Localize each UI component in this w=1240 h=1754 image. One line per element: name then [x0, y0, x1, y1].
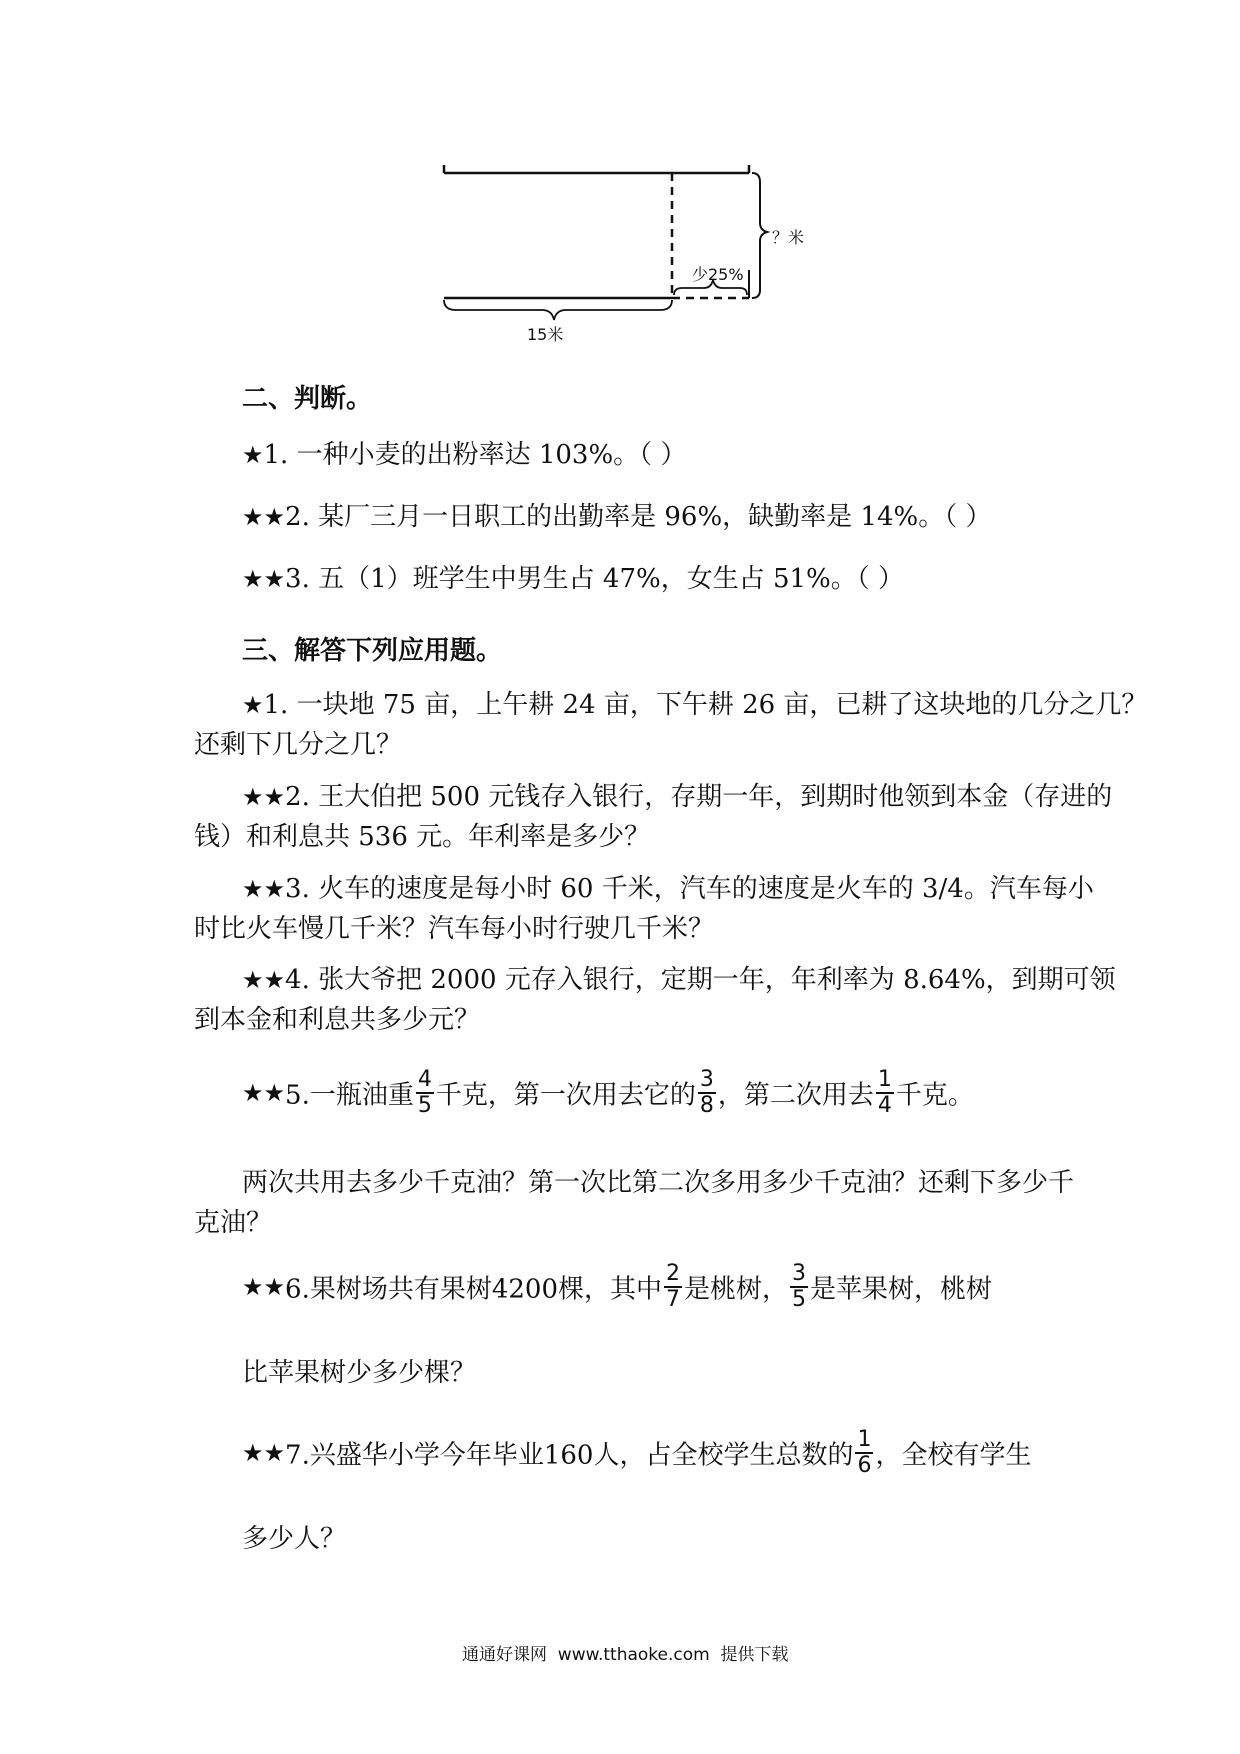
- question-5-text-d: 千克。: [895, 1080, 974, 1111]
- question-4-line2: 到本金和利息共多少元？: [194, 1005, 481, 1035]
- fraction: [876, 1068, 894, 1118]
- diagram-label-less: 少25%: [692, 265, 744, 284]
- fraction-denominator: 5: [792, 1287, 807, 1312]
- question-5-cont-line2: 克油？: [194, 1208, 273, 1238]
- fraction-numerator: 2: [666, 1261, 681, 1286]
- question-7: [242, 1428, 1031, 1478]
- line-segment-diagram: [430, 150, 830, 350]
- question-6-continued: 比苹果树少多少棵？: [242, 1358, 477, 1388]
- question-5-cont-line1: 两次共用去多少千克油？第一次比第二次多用多少千克油？还剩下多少千: [242, 1168, 1075, 1198]
- fraction: [790, 1262, 808, 1312]
- question-6-text-b: 是桃树，: [684, 1274, 789, 1305]
- question-2: [194, 770, 1112, 864]
- star-rating: ★: [242, 441, 264, 469]
- star-rating: ★★: [242, 1079, 286, 1107]
- question-3: [194, 862, 1094, 956]
- star-rating: ★★: [242, 875, 286, 903]
- question-1-line1: 1. 一块地 75 亩，上午耕 24 亩，下午耕 26 亩，已耕了这块地的几分之几？: [263, 690, 1148, 720]
- star-rating: ★★: [242, 1273, 286, 1301]
- fraction-denominator: 4: [877, 1093, 892, 1118]
- judge-item-1-text: 1. 一种小麦的出粉率达 103%。（ ）: [263, 440, 687, 470]
- question-3-line1: 3. 火车的速度是每小时 60 千米，汽车的速度是火车的 3/4。汽车每小: [285, 874, 1094, 904]
- fraction-denominator: 6: [857, 1453, 872, 1478]
- fraction: [855, 1428, 873, 1478]
- diagram-label-question: ？米: [772, 228, 805, 247]
- fraction: [698, 1068, 716, 1118]
- question-6-text-c: 是苹果树，桃树: [810, 1274, 993, 1305]
- fraction-numerator: 4: [417, 1067, 432, 1092]
- question-1: [194, 678, 1147, 772]
- star-rating: ★★: [242, 565, 286, 593]
- star-rating: ★★: [242, 966, 286, 994]
- fraction-numerator: 1: [877, 1067, 892, 1092]
- fraction-denominator: 7: [666, 1287, 681, 1312]
- star-rating: ★: [242, 691, 264, 719]
- question-6-text-a: 6.果树场共有果树4200棵，其中: [285, 1274, 663, 1305]
- question-2-line2: 钱）和利息共 536 元。年利率是多少？: [194, 822, 651, 852]
- fraction-numerator: 3: [699, 1067, 714, 1092]
- fraction-numerator: 3: [792, 1261, 807, 1286]
- fraction: [664, 1262, 682, 1312]
- judge-item-3: [242, 552, 904, 606]
- diagram-label-length: 15米: [527, 325, 564, 344]
- judge-item-3-text: 3. 五（1）班学生中男生占 47%，女生占 51%。（ ）: [285, 564, 905, 594]
- question-5-text-a: 5.一瓶油重: [285, 1080, 414, 1111]
- section-3-title: 三、解答下列应用题。: [242, 636, 503, 666]
- question-5-text-b: 千克，第一次用去它的: [435, 1080, 696, 1111]
- page-footer: 通通好课网 www.tthaoke.com 提供下载: [462, 1645, 789, 1665]
- question-7-continued: 多少人？: [242, 1524, 347, 1554]
- star-rating: ★★: [242, 1439, 286, 1467]
- question-5-text-c: ，第二次用去: [717, 1080, 874, 1111]
- fraction-denominator: 5: [417, 1093, 432, 1118]
- question-2-line1: 2. 王大伯把 500 元钱存入银行，存期一年，到期时他领到本金（存进的: [285, 782, 1113, 812]
- question-1-line2: 还剩下几分之几？: [194, 730, 403, 760]
- fraction-numerator: 1: [857, 1427, 872, 1452]
- section-2-title: 二、判断。: [242, 384, 373, 414]
- star-rating: ★★: [242, 783, 286, 811]
- question-7-text-a: 7.兴盛华小学今年毕业160人，占全校学生总数的: [285, 1440, 854, 1471]
- judge-item-2: [242, 490, 991, 544]
- judge-item-1: [242, 428, 686, 482]
- judge-item-2-text: 2. 某厂三月一日职工的出勤率是 96%，缺勤率是 14%。（ ）: [285, 502, 992, 532]
- question-4-line1: 4. 张大爷把 2000 元存入银行，定期一年，年利率为 8.64%，到期可领: [285, 965, 1116, 995]
- question-5: [242, 1068, 974, 1118]
- question-4: [194, 953, 1116, 1047]
- question-3-line2: 时比火车慢几千米？汽车每小时行驶几千米？: [194, 914, 715, 944]
- question-5-continued: [194, 1156, 1074, 1250]
- question-6: [242, 1262, 992, 1312]
- fraction-denominator: 8: [699, 1093, 714, 1118]
- star-rating: ★★: [242, 503, 286, 531]
- fraction: [416, 1068, 434, 1118]
- question-7-text-b: ，全校有学生: [875, 1440, 1032, 1471]
